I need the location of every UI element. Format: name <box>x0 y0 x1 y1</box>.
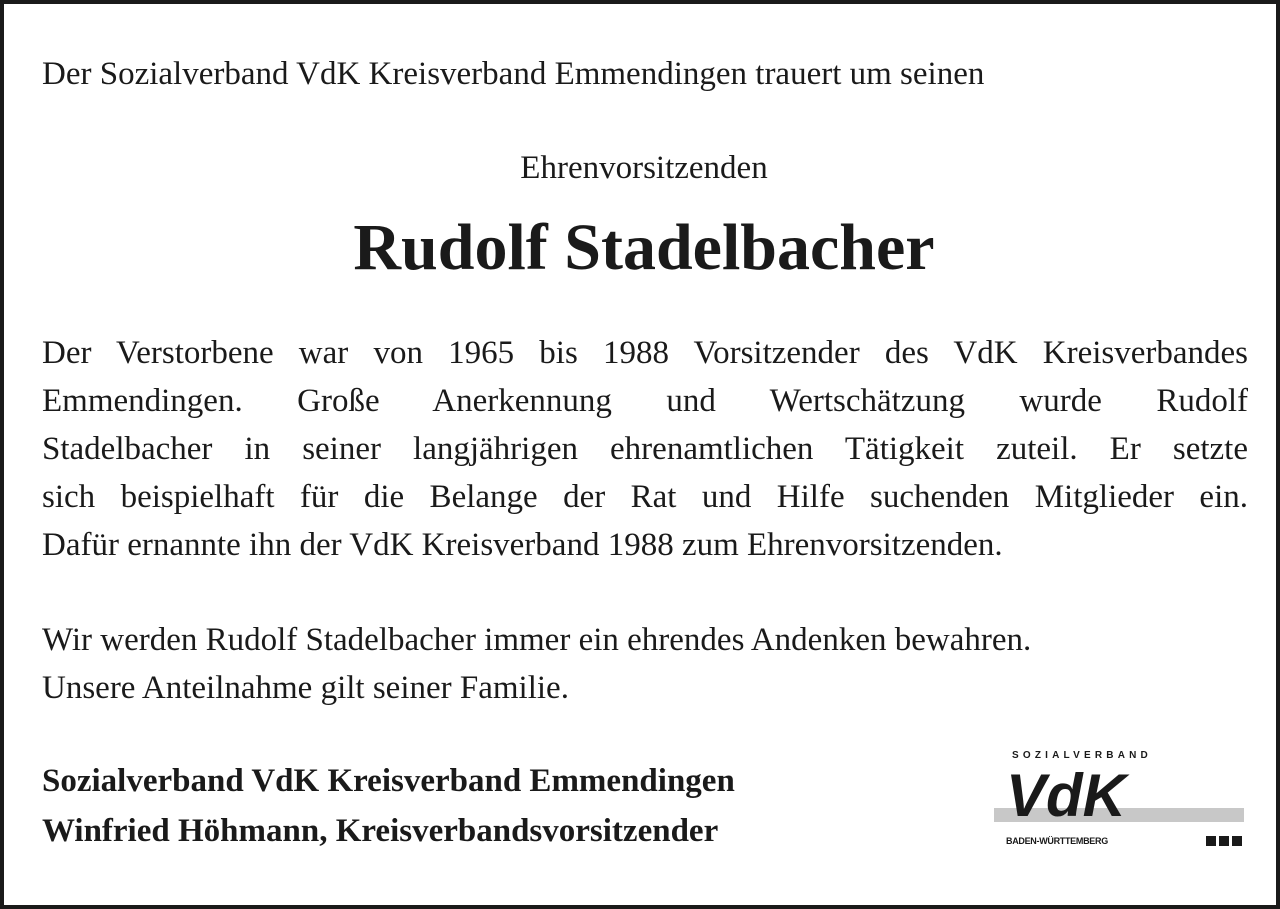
signature-block <box>42 756 735 856</box>
signature-person: Winfried Höhmann, Kreisverbandsvorsitzender <box>42 813 719 849</box>
remembrance-line: Unsere Anteilnahme gilt seiner Familie. <box>42 670 569 706</box>
tribute-line: Der Verstorbene war von 1965 bis 1988 Vorsitzender des VdK Kreisverbandes <box>42 335 1248 371</box>
intro-line: Der Sozialverband VdK Kreisverband Emmendingen trauert um seinen <box>42 56 985 92</box>
role-title: Ehrenvorsitzenden <box>520 150 768 186</box>
signature-organization: Sozialverband VdK Kreisverband Emmendingen <box>42 763 735 799</box>
tribute-paragraph <box>42 329 1248 569</box>
tribute-line: Emmendingen. Große Anerkennung und Wertschätzung wurde Rudolf <box>42 383 1248 419</box>
deceased-name: Rudolf Stadelbacher <box>353 211 935 284</box>
tribute-line: sich beispielhaft für die Belange der Rat und Hilfe suchenden Mitglieder ein. <box>42 479 1248 515</box>
logo-main-text: VdK <box>1006 762 1126 829</box>
remembrance-line: Wir werden Rudolf Stadelbacher immer ein ehrendes Andenken bewahren. <box>42 622 1032 658</box>
vdk-logo <box>994 744 1246 854</box>
tribute-line: Dafür ernannte ihn der VdK Kreisverband 1988 zum Ehrenvorsitzenden. <box>42 527 1003 563</box>
logo-bottom-text: BADEN-WÜRTTEMBERG <box>1006 836 1108 846</box>
tribute-line: Stadelbacher in seiner langjährigen ehrenamtlichen Tätigkeit zuteil. Er setzte <box>42 431 1248 467</box>
logo-top-text: SOZIALVERBAND <box>1012 750 1152 761</box>
logo-squares <box>1206 836 1242 846</box>
remembrance-paragraph <box>42 616 1248 712</box>
